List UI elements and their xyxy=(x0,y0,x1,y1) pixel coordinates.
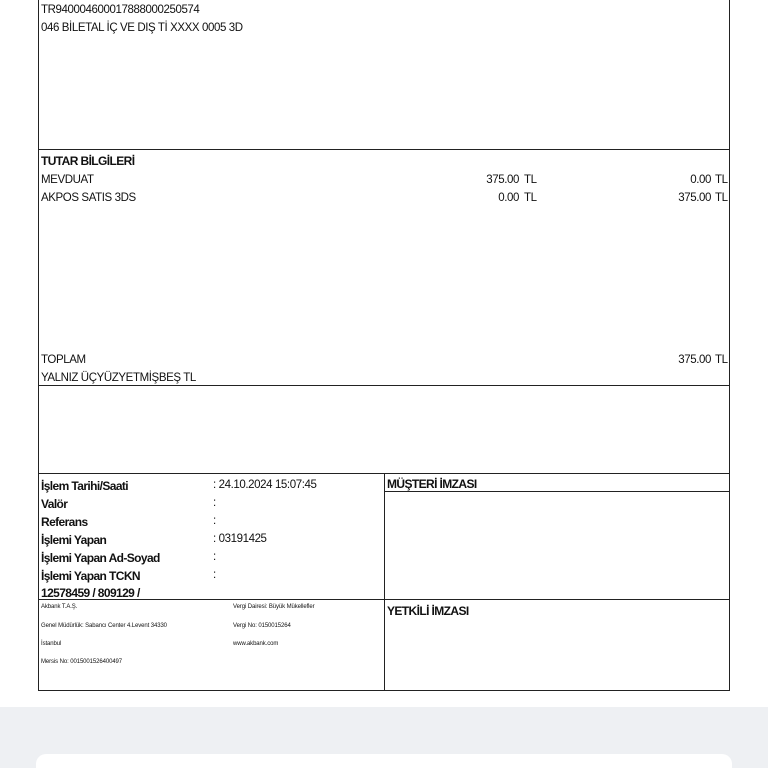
divider-customer-signature xyxy=(384,491,729,492)
amount-row-col1-currency: TL xyxy=(524,174,537,186)
transaction-value: : xyxy=(213,515,216,527)
amount-in-words: YALNIZ ÜÇYÜZYETMİŞBEŞ TL xyxy=(41,372,196,384)
transaction-label: İşlemi Yapan Ad-Soyad xyxy=(41,551,160,565)
transaction-extra: 12578459 / 809129 / xyxy=(41,586,140,600)
transaction-label: İşlemi Yapan xyxy=(41,533,107,547)
divider-amounts xyxy=(39,149,729,150)
amount-row-col2: 375.00 xyxy=(678,192,711,204)
bank-name: Akbank T.A.Ş. xyxy=(41,604,78,610)
amount-row-col1-currency: TL xyxy=(524,192,537,204)
transaction-value: : 03191425 xyxy=(213,533,267,545)
amount-row-label: AKPOS SATIS 3DS xyxy=(41,192,136,204)
bank-tax-office: Vergi Dairesi: Büyük Mükellefler xyxy=(233,604,315,610)
transaction-value: : 24.10.2024 15:07:45 xyxy=(213,479,317,491)
total-label: TOPLAM xyxy=(41,354,86,366)
amount-row-col2-currency: TL xyxy=(715,174,728,186)
transaction-value: : xyxy=(213,551,216,563)
total-value: 375.00 xyxy=(678,354,711,366)
amount-row-label: MEVDUAT xyxy=(41,174,94,186)
bank-mersis: Mersis No: 0015001526400497 xyxy=(41,659,123,665)
amount-row-col2-currency: TL xyxy=(715,192,728,204)
bank-city: İstanbul xyxy=(41,641,62,647)
receipt-document xyxy=(38,0,730,691)
bank-tax-no: Vergi No: 0150015264 xyxy=(233,623,291,629)
transaction-label: Valör xyxy=(41,497,68,511)
amount-row-col1: 375.00 xyxy=(486,174,519,186)
account-iban: TR940004600017888000250574 xyxy=(41,4,200,16)
bank-website: www.akbank.com xyxy=(233,641,279,647)
divider-blank xyxy=(39,385,729,386)
transaction-label: İşlemi Yapan TCKN xyxy=(41,569,140,583)
customer-signature-label: MÜŞTERİ İMZASI xyxy=(387,477,477,491)
bottom-card xyxy=(36,754,732,768)
transaction-label: İşlem Tarihi/Saati xyxy=(41,479,129,493)
divider-bank-info xyxy=(39,599,729,600)
account-description: 046 BİLETAL İÇ VE DIŞ Tİ XXXX 0005 3D xyxy=(41,22,243,34)
transaction-value: : xyxy=(213,497,216,509)
amount-row-col2: 0.00 xyxy=(690,174,711,186)
transaction-label: Referans xyxy=(41,515,88,529)
amount-row-col1: 0.00 xyxy=(498,192,519,204)
transaction-value: : xyxy=(213,569,216,581)
authorized-signature-label: YETKİLİ İMZASI xyxy=(387,604,469,618)
total-currency: TL xyxy=(715,354,728,366)
bank-address: Genel Müdürlük: Sabancı Center 4.Levent 34330 xyxy=(41,623,167,629)
divider-vertical xyxy=(384,473,385,691)
amounts-title: TUTAR BİLGİLERİ xyxy=(41,154,135,168)
